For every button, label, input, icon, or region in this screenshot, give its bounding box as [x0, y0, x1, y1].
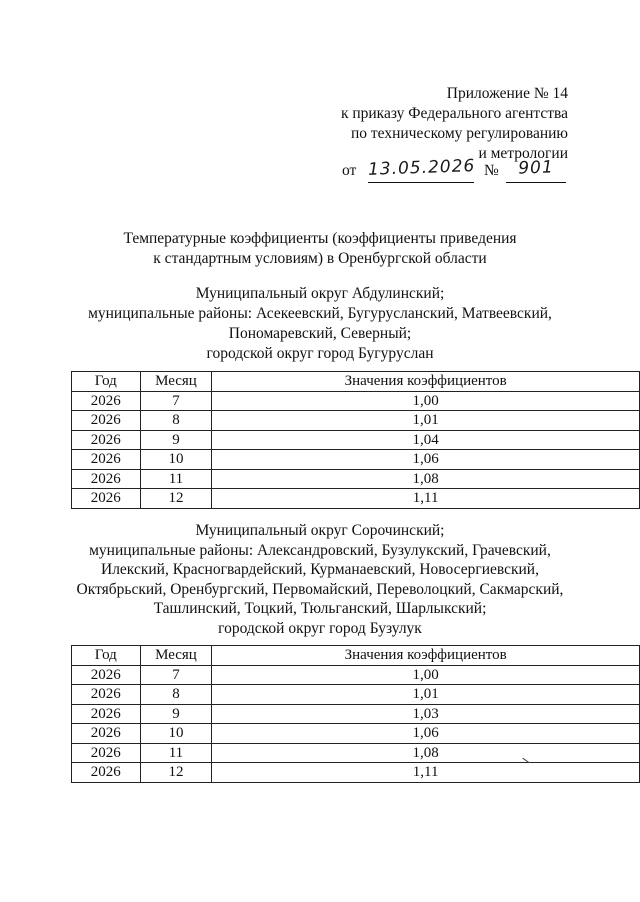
cell-year: 2026 [72, 763, 141, 783]
table-row [72, 724, 640, 744]
region-line: Муниципальный округ Абдулинский; [195, 285, 445, 302]
cell-coefficient: 1,00 [212, 391, 640, 411]
cell-month: 12 [140, 763, 212, 783]
region-line: муниципальные районы: Александровский, Бузулукский, Грачевский, [89, 541, 551, 559]
table-row [72, 704, 640, 724]
table-row [72, 489, 640, 509]
cell-year: 2026 [72, 489, 141, 509]
region-line: Илекский, Красногвардейский, Курманаевский, Новосергиевский, [101, 561, 539, 579]
header-month: Месяц [140, 372, 212, 392]
region-group-2-heading [0, 521, 640, 639]
cell-year: 2026 [72, 743, 141, 763]
cell-year: 2026 [72, 430, 141, 450]
cell-coefficient: 1,06 [212, 724, 640, 744]
cell-coefficient: 1,03 [212, 704, 640, 724]
cell-coefficient: 1,11 [212, 763, 640, 783]
cell-month: 8 [140, 685, 212, 705]
region-line: Октябрьский, Оренбургский, Первомайский, Переволоцкий, Сакмарский, [76, 580, 564, 598]
from-label: от [342, 162, 357, 179]
cell-year: 2026 [72, 724, 141, 744]
cell-year: 2026 [72, 450, 141, 470]
cell-year: 2026 [72, 704, 141, 724]
order-number-handwritten: 901 [517, 157, 555, 179]
header-coefficient: Значения коэффициентов [212, 646, 640, 666]
region-line: муниципальные районы: Асекеевский, Бугурусланский, Матвеевский, [88, 305, 552, 322]
cell-year: 2026 [72, 685, 141, 705]
cell-coefficient: 1,00 [212, 665, 640, 685]
table-row [72, 743, 640, 763]
order-date-field [367, 156, 476, 183]
header-coefficient: Значения коэффициентов [212, 372, 640, 392]
table-row [72, 665, 640, 685]
region-line: Ташлинский, Тоцкий, Тюльганский, Шарлыкский; [153, 600, 487, 618]
appendix-header [341, 84, 568, 164]
cell-coefficient: 1,01 [212, 411, 640, 431]
cell-coefficient: 1,01 [212, 685, 640, 705]
table-row [72, 450, 640, 470]
table-row [72, 391, 640, 411]
header-line: Приложение № 14 [446, 85, 568, 102]
cell-month: 10 [140, 724, 212, 744]
cell-year: 2026 [72, 665, 141, 685]
order-number-field [506, 157, 566, 183]
document-title [0, 229, 640, 269]
cell-coefficient: 1,06 [212, 450, 640, 470]
cell-month: 10 [140, 450, 212, 470]
number-label: № [484, 162, 499, 179]
title-line: к стандартным условиям) в Оренбургской области [153, 250, 487, 267]
header-month: Месяц [140, 646, 212, 666]
region-line: городской округ город Бузулук [218, 619, 422, 637]
cell-year: 2026 [72, 469, 141, 489]
cell-coefficient: 1,04 [212, 430, 640, 450]
cell-coefficient: 1,08 [212, 469, 640, 489]
header-year: Год [72, 646, 141, 666]
table-row [72, 763, 640, 783]
table-row [72, 685, 640, 705]
cell-month: 7 [140, 665, 212, 685]
cell-month: 11 [140, 469, 212, 489]
cell-month: 11 [140, 743, 212, 763]
cell-month: 12 [140, 489, 212, 509]
region-line: Муниципальный округ Сорочинский; [195, 522, 445, 539]
region-group-1-heading [0, 284, 640, 364]
header-line: и метрологии [478, 145, 568, 162]
coefficients-table-2 [71, 645, 640, 783]
table-row [72, 411, 640, 431]
cell-year: 2026 [72, 411, 141, 431]
header-year: Год [72, 372, 141, 392]
table-row [72, 430, 640, 450]
region-line: Пономаревский, Северный; [228, 325, 412, 342]
region-line: городской округ город Бугуруслан [206, 345, 434, 362]
cell-coefficient: 1,08 [212, 743, 640, 763]
coefficients-table-1 [71, 371, 640, 509]
cell-year: 2026 [72, 391, 141, 411]
table-header-row [72, 372, 640, 392]
header-line: по техническому регулированию [350, 125, 568, 142]
title-line: Температурные коэффициенты (коэффициенты приведения [123, 230, 517, 247]
cell-month: 8 [140, 411, 212, 431]
cell-month: 9 [140, 704, 212, 724]
cell-month: 9 [140, 430, 212, 450]
cell-month: 7 [140, 391, 212, 411]
table-row [72, 469, 640, 489]
cell-coefficient: 1,11 [212, 489, 640, 509]
order-date-handwritten: 13.05.2026 [367, 156, 476, 180]
table-header-row [72, 646, 640, 666]
header-line: к приказу Федерального агентства [340, 105, 568, 122]
order-date-number [328, 156, 568, 184]
